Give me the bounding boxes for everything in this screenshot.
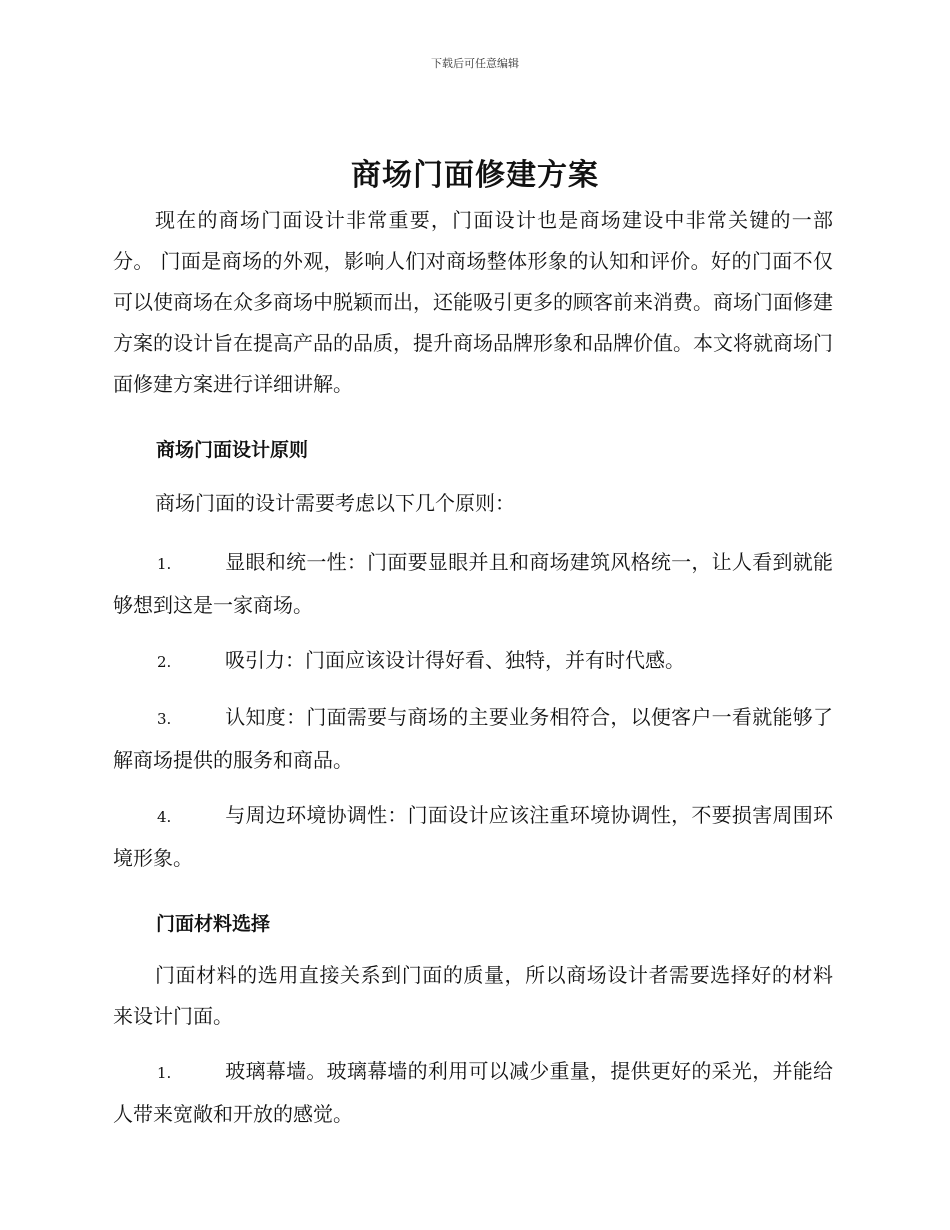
list-item-text: 吸引力：门面应该设计得好看、独特，并有时代感。 [225,648,685,672]
list-item-text: 玻璃幕墙。玻璃幕墙的利用可以减少重量，提供更好的采光，并能给人带来宽敞和开放的感觉。 [113,1059,833,1126]
list-item [113,640,833,683]
list-number: 1. [157,555,172,573]
list-item-text: 认知度：门面需要与商场的主要业务相符合，以便客户一看就能够了解商场提供的服务和商品。 [113,705,833,772]
list-item [113,795,833,879]
list-item [113,542,833,626]
intro-paragraph: 现在的商场门面设计非常重要，门面设计也是商场建设中非常关键的一部分。 门面是商场的外观，影响人们对商场整体形象的认知和评价。好的门面不仅可以使商场在众多商场中脱颖而出，还能吸引更多的顾客前来消费。商场门面修建方案的设计旨在提高产品的品质，提升商场品牌形象和品牌价值。本文将就商场门面修建方案进行详细讲解。 [113,208,833,396]
section-lead-materials: 门面材料的选用直接关系到门面的质量，所以商场设计者需要选择好的材料来设计门面。 [113,963,833,1028]
list-number: 2. [157,653,172,671]
list-number: 1. [157,1064,172,1082]
list-item [113,697,833,781]
section-heading-design-principles: 商场门面设计原则 [156,439,309,461]
document-title: 商场门面修建方案 [351,158,599,193]
list-number: 3. [157,710,172,728]
list-number: 4. [157,808,172,826]
list-item-text: 显眼和统一性：门面要显眼并且和商场建筑风格统一，让人看到就能够想到这是一家商场。 [113,550,833,617]
list-item [113,1051,833,1135]
document-body [113,200,833,1135]
list-item-text: 与周边环境协调性：门面设计应该注重环境协调性，不要损害周围环境形象。 [113,803,833,870]
section-heading-materials: 门面材料选择 [156,913,271,935]
header-note: 下载后可任意编辑 [431,57,519,70]
section-lead-principles: 商场门面的设计需要考虑以下几个原则： [155,491,515,515]
